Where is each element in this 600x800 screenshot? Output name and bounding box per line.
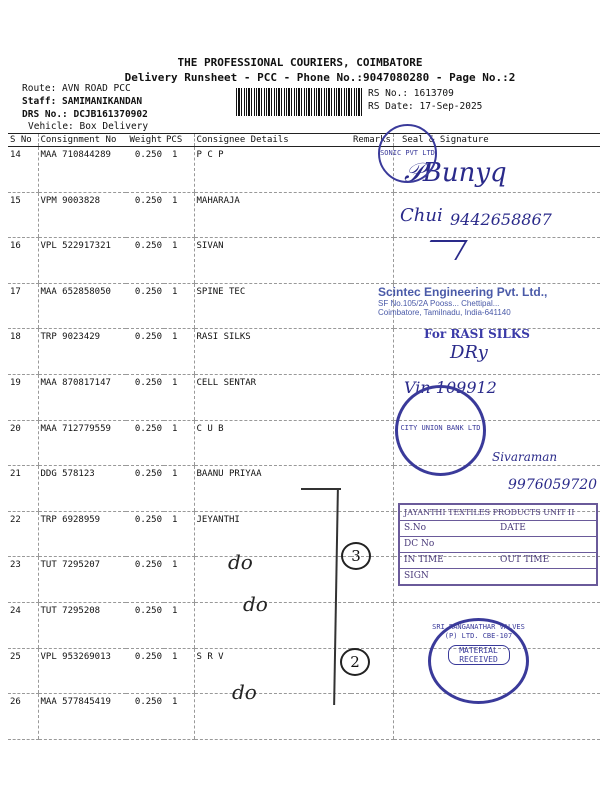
row-consignee: C U B: [194, 420, 351, 466]
row-sno: 20: [8, 420, 38, 466]
row-weight: 0.250: [126, 374, 164, 420]
row-consignment: TUT 7295207: [38, 557, 126, 603]
row-consignee: CELL SENTAR: [194, 374, 351, 420]
row-remarks: [351, 192, 393, 238]
row-weight: 0.250: [126, 329, 164, 375]
row-consignment: VPL 522917321: [38, 238, 126, 284]
row-consignment: MAA 652858050: [38, 283, 126, 329]
row-pcs: 1: [164, 602, 194, 648]
row-consignee: SIVAN: [194, 238, 351, 284]
row-consignment: MAA 712779559: [38, 420, 126, 466]
jayanthi-row-time: [400, 553, 596, 569]
row-consignment: TRP 9023429: [38, 329, 126, 375]
row-consignee: BAANU PRIYAA: [194, 466, 351, 512]
row-pcs: 1: [164, 283, 194, 329]
row-weight: 0.250: [126, 511, 164, 557]
col-seal: Seal & Signature: [393, 134, 600, 147]
barcode-image: [236, 88, 362, 116]
col-sno: S No: [8, 134, 38, 147]
row-consignment: TRP 6928959: [38, 511, 126, 557]
sonic-stamp: [378, 124, 437, 183]
row-sno: 24: [8, 602, 38, 648]
row-sno: 22: [8, 511, 38, 557]
table-row: [8, 147, 600, 193]
row-consignee: P C P: [194, 147, 351, 193]
row-pcs: 1: [164, 648, 194, 694]
row-weight: 0.250: [126, 602, 164, 648]
signature-maharaja: Chui: [400, 205, 443, 226]
rs-number: RS No.: 1613709: [368, 88, 454, 99]
row-sno: 26: [8, 694, 38, 740]
pen-line-small: [301, 488, 341, 490]
row-weight: 0.250: [126, 466, 164, 512]
jayanthi-date-label: DATE: [500, 523, 526, 533]
row-consignee: [194, 602, 351, 648]
scintec-stamp: [378, 285, 547, 317]
row-pcs: 1: [164, 511, 194, 557]
for-rasi-silks: For RASI SILKS: [424, 327, 530, 341]
row-consignment: TUT 7295208: [38, 602, 126, 648]
row-sno: 21: [8, 466, 38, 512]
ditto-mark-1: do: [228, 550, 253, 574]
row-pcs: 1: [164, 329, 194, 375]
row-pcs: 1: [164, 420, 194, 466]
row-weight: 0.250: [126, 283, 164, 329]
row-sno: 16: [8, 238, 38, 284]
row-remarks: [351, 466, 393, 512]
row-consignment: VPM 9003828: [38, 192, 126, 238]
row-pcs: 1: [164, 147, 194, 193]
staff-label: Staff: SAMIMANIKANDAN: [22, 96, 143, 107]
jayanthi-stamp-box: [398, 503, 598, 586]
row-pcs: 1: [164, 557, 194, 603]
vehicle-label: Vehicle: Box Delivery: [28, 121, 149, 132]
row-consignment: VPL 953269013: [38, 648, 126, 694]
row-pcs: 1: [164, 694, 194, 740]
phone-number-1: 9442658867: [450, 210, 552, 229]
row-consignment: MAA 870817147: [38, 374, 126, 420]
row-consignee: [194, 694, 351, 740]
ditto-mark-3: do: [232, 680, 257, 704]
table-header-row: [8, 134, 600, 147]
row-weight: 0.250: [126, 694, 164, 740]
rs-date: RS Date: 17-Sep-2025: [368, 101, 483, 112]
signature-cell-sentar: Vin 109912: [404, 378, 497, 397]
scintec-line3: Coimbatore, Tamilnadu, India-641140: [378, 308, 511, 317]
row-consignee: RASI SILKS: [194, 329, 351, 375]
row-consignee: MAHARAJA: [194, 192, 351, 238]
row-consignee: [194, 557, 351, 603]
cub-bank-stamp: [395, 385, 486, 476]
row-sno: 23: [8, 557, 38, 603]
row-sno: 14: [8, 147, 38, 193]
scintec-line2: SF No.105/2A Pooss... Chettipal...: [378, 299, 500, 308]
row-sno: 25: [8, 648, 38, 694]
row-weight: 0.250: [126, 420, 164, 466]
row-weight: 0.250: [126, 557, 164, 603]
table-row: [8, 374, 600, 420]
scintec-line1: Scintec Engineering Pvt. Ltd.,: [378, 285, 548, 299]
signature-name-sivaraman: Sivaraman: [492, 450, 558, 464]
table-row: [8, 694, 600, 740]
company-title: THE PROFESSIONAL COURIERS, COIMBATORE: [177, 56, 423, 69]
jayanthi-row-sign: [400, 569, 596, 584]
row-consignee: JEYANTHI: [194, 511, 351, 557]
row-weight: 0.250: [126, 648, 164, 694]
row-weight: 0.250: [126, 147, 164, 193]
col-remarks: Remarks: [351, 134, 393, 147]
row-sno: 19: [8, 374, 38, 420]
row-consignment: MAA 710844289: [38, 147, 126, 193]
row-remarks: [351, 374, 393, 420]
jayanthi-out-label: OUT TIME: [500, 555, 550, 565]
ranganathar-ring-text: SRI RANGANATHAR VALVES (P) LTD. CBE-107: [432, 623, 525, 640]
runsheet-subtitle: Delivery Runsheet - PCC - Phone No.:9047080280 - Page No.:2: [124, 71, 516, 84]
row-weight: 0.250: [126, 192, 164, 238]
row-pcs: 1: [164, 466, 194, 512]
col-consignee: Consignee Details: [194, 134, 351, 147]
row-sno: 15: [8, 192, 38, 238]
table-row: [8, 238, 600, 284]
col-weight: Weight: [126, 134, 164, 147]
circled-number-2: 2: [340, 648, 370, 676]
row-consignee: S R V: [194, 648, 351, 694]
row-sno: 18: [8, 329, 38, 375]
drs-number: DRS No.: DCJB161370902: [22, 109, 148, 120]
circled-number-3: 3: [341, 542, 371, 570]
row-remarks: [351, 602, 393, 648]
row-seal: [393, 238, 600, 284]
row-remarks: [351, 329, 393, 375]
ranganathar-valves-stamp: [428, 618, 529, 704]
jayanthi-sign-label: SIGN: [404, 571, 429, 581]
row-pcs: 1: [164, 192, 194, 238]
ditto-mark-2: do: [243, 592, 268, 616]
jayanthi-row-dc: [400, 537, 596, 553]
row-consignment: MAA 577845419: [38, 694, 126, 740]
ranganathar-material: MATERIAL: [459, 646, 498, 655]
jayanthi-dc-label: DC No: [404, 539, 435, 549]
row-consignee: SPINE TEC: [194, 283, 351, 329]
signature-rasi: DRy: [450, 342, 488, 363]
row-remarks: [351, 238, 393, 284]
row-pcs: 1: [164, 374, 194, 420]
jayanthi-sno-label: S.No: [404, 523, 426, 533]
row-weight: 0.250: [126, 238, 164, 284]
row-remarks: [351, 420, 393, 466]
phone-number-2: 9976059720: [508, 477, 598, 493]
sonic-stamp-text: SONIC PVT LTD: [380, 149, 435, 157]
jayanthi-in-label: IN TIME: [404, 555, 444, 565]
route-label: Route: AVN ROAD PCC: [22, 83, 131, 94]
signature-pcp: 𝒫Bunyq: [404, 158, 507, 188]
ranganathar-received: RECEIVED: [459, 655, 498, 664]
cub-stamp-text: CITY UNION BANK LTD: [400, 424, 481, 432]
col-pcs: PCS: [164, 134, 194, 147]
row-sno: 17: [8, 283, 38, 329]
row-consignment: DDG 578123: [38, 466, 126, 512]
jayanthi-title: JAYANTHI TEXTILES PRODUCTS UNIT II: [400, 505, 596, 521]
jayanthi-row-sno: [400, 521, 596, 537]
row-remarks: [351, 694, 393, 740]
ranganathar-center: [448, 645, 510, 665]
col-consignment: Consignment No: [38, 134, 126, 147]
row-pcs: 1: [164, 238, 194, 284]
